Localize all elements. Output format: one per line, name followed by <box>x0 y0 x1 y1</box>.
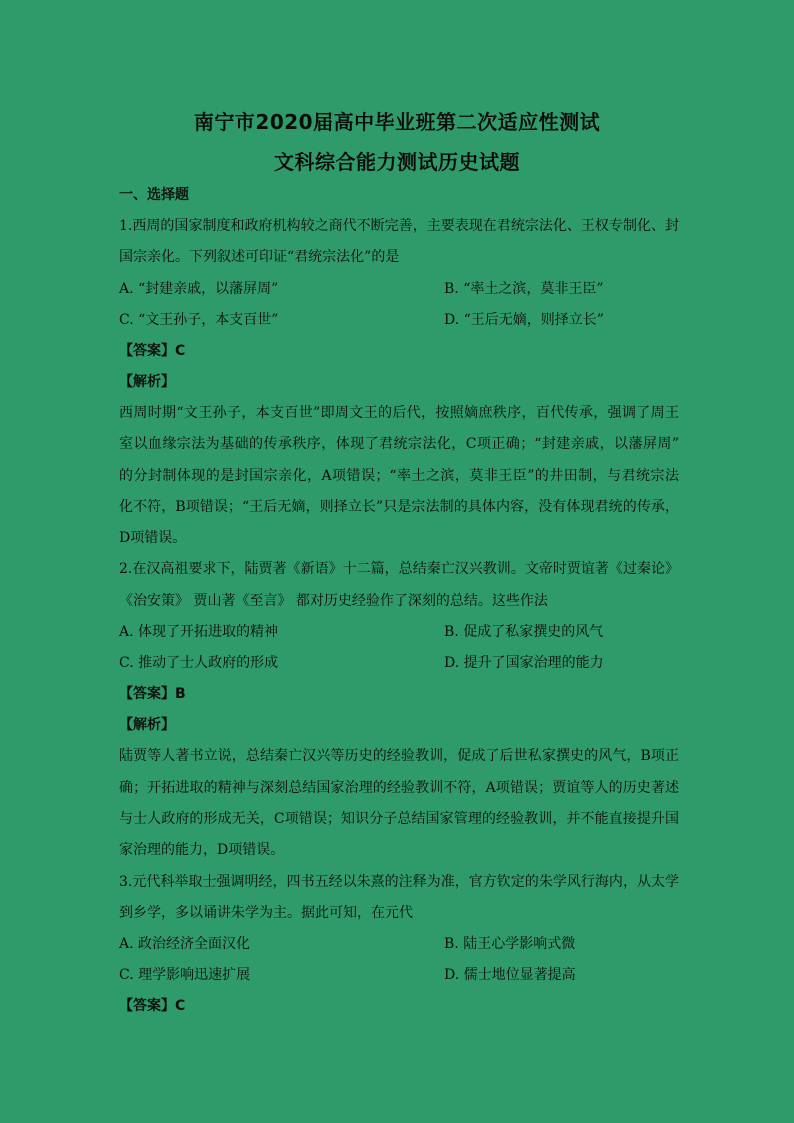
q1-stem-line2: 国宗亲化。下列叙述可印证“君统宗法化”的是 <box>119 249 400 265</box>
q2-analysis-line: 陆贾等人著书立说，总结秦亡汉兴等历史的经验教训，促成了后世私家撰史的风气，B项正 <box>119 748 679 764</box>
q1-analysis-line: 化不符，B项错误；“王后无嫡，则择立长”只是宗法制的具体内容，没有体现君统的传承， <box>119 499 679 515</box>
q1-analysis-line: 西周时期“文王孙子，本支百世”即周文王的后代，按照嫡庶秩序，百代传承，强调了周王 <box>119 405 679 421</box>
page-title: 南宁市2020届高中毕业班第二次适应性测试 <box>193 110 601 134</box>
q2-option-d: D. 提升了国家治理的能力 <box>444 655 604 671</box>
q3-stem-line2: 到乡学，多以诵讲朱学为主。据此可知，在元代 <box>119 905 413 921</box>
q2-stem-line1: 2.在汉高祖要求下，陆贾著《新语》十二篇，总结秦亡汉兴教训。文帝时贾谊著《过秦论》 <box>119 561 679 577</box>
q2-analysis-label: 【解析】 <box>119 717 175 733</box>
q1-option-c: C. “文王孙子，本支百世” <box>119 312 279 328</box>
q3-option-b: B. 陆王心学影响式微 <box>444 936 576 952</box>
q2-stem-line2: 《治安策》 贾山著《至言》 都对历史经验作了深刻的总结。这些作法 <box>119 593 548 609</box>
q1-analysis-line: D项错误。 <box>119 530 187 546</box>
q3-stem-line1: 3.元代科举取士强调明经，四书五经以朱熹的注释为准，官方钦定的朱学风行海内，从太学 <box>119 874 679 890</box>
q2-analysis-line: 确；开拓进取的精神与深刻总结国家治理的经验教训不符，A项错误；贾谊等人的历史著述 <box>119 780 679 796</box>
q2-analysis-line: 与士人政府的形成无关，C项错误；知识分子总结国家管理的经验教训，并不能直接提升国 <box>119 811 679 827</box>
q3-option-c: C. 理学影响迅速扩展 <box>119 967 251 983</box>
q2-option-c: C. 推动了士人政府的形成 <box>119 655 279 671</box>
q2-answer: 【答案】B <box>119 686 186 702</box>
q3-answer: 【答案】C <box>119 998 186 1014</box>
q1-analysis-label: 【解析】 <box>119 374 175 390</box>
q1-analysis-line: 的分封制体现的是封国宗亲化，A项错误；“率土之滨，莫非王臣”的井田制，与君统宗法 <box>119 468 679 484</box>
q2-analysis-line: 家治理的能力，D项错误。 <box>119 842 285 858</box>
q1-answer: 【答案】C <box>119 343 186 359</box>
q1-analysis-line: 室以血缘宗法为基础的传承秩序，体现了君统宗法化，C项正确；“封建亲戚，以藩屏周” <box>119 436 679 452</box>
q1-option-d: D. “王后无嫡，则择立长” <box>444 312 604 328</box>
q1-stem-line1: 1.西周的国家制度和政府机构较之商代不断完善，主要表现在君统宗法化、王权专制化、封 <box>119 218 679 234</box>
q3-option-d: D. 儒士地位显著提高 <box>444 967 576 983</box>
q3-option-a: A. 政治经济全面汉化 <box>119 936 251 952</box>
q1-option-a: A. “封建亲戚，以藩屏周” <box>119 281 279 297</box>
q2-option-a: A. 体现了开拓进取的精神 <box>119 624 279 640</box>
page-subtitle: 文科综合能力测试历史试题 <box>274 150 520 174</box>
section-heading: 一、选择题 <box>119 187 189 203</box>
q2-option-b: B. 促成了私家撰史的风气 <box>444 624 604 640</box>
q1-option-b: B. “率土之滨，莫非王臣” <box>444 281 604 297</box>
